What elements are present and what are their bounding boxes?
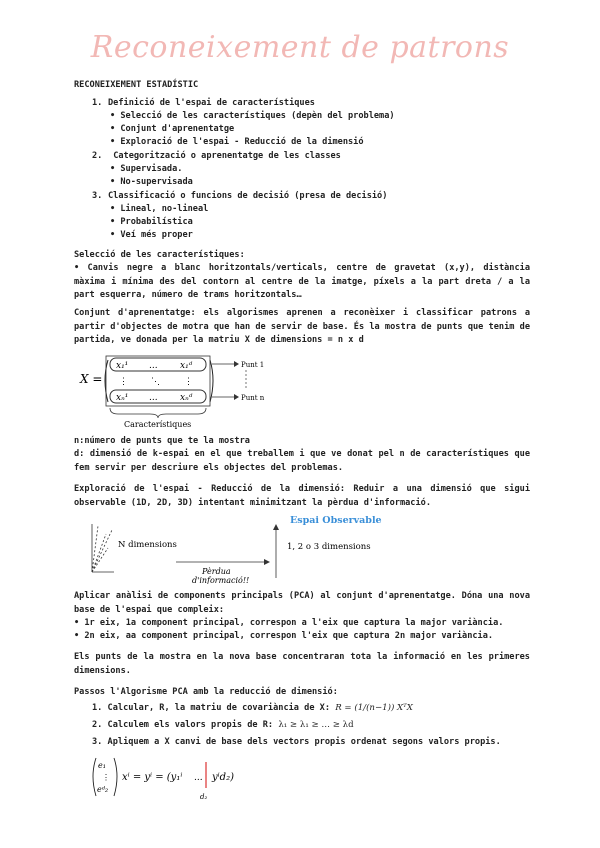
seleccio-body: • Canvis negre a blanc horitzontals/verticals, centre de gravetat (x,y), distància màxima i mínima des del contorn al centre de la imatge, píxels a la part dreta / a la part esquerra, número de trams horitzontals… bbox=[74, 263, 530, 300]
matrix-caption: Característiques bbox=[124, 420, 192, 429]
cell: ... bbox=[149, 393, 158, 403]
matrix-bracket-right bbox=[210, 360, 213, 402]
reduction-diagram bbox=[84, 512, 414, 584]
cell: x₁ᵈ bbox=[180, 361, 193, 371]
punt1-label: Punt 1 bbox=[241, 361, 265, 369]
outline-subitem: • Selecció de les característiques (depèn del problema) bbox=[110, 111, 395, 121]
outline-subitem: • Conjunt d'aprenentatge bbox=[110, 124, 234, 134]
e1: e₁ bbox=[98, 761, 106, 770]
conjunt-body: Conjunt d'aprenentatge: els algorismes aprenen a reconèixer i classificar patrons a partir d'objectes de motra que han de servir de base. És la mostra de punts que tenim de partida, ve donada per la matriu X de dimensions = n x d bbox=[74, 308, 530, 345]
informacio-label: d'informació!! bbox=[192, 576, 250, 584]
outline-subitem: • Exploració de l'espai - Reducció de la dimensió bbox=[110, 137, 364, 147]
dashed-axis bbox=[92, 526, 98, 572]
arrow-head bbox=[264, 559, 270, 565]
brace-bottom bbox=[110, 408, 206, 418]
arrow-head bbox=[234, 361, 239, 367]
puntn-label: Punt n bbox=[241, 394, 265, 402]
projection-formula bbox=[84, 754, 284, 802]
passos-step-3: 3. Apliquem a X canvi de base dels vectors propis ordenat segons valors propis. bbox=[92, 737, 501, 747]
cell: ⋮ bbox=[184, 377, 193, 387]
outline-subitem: • Lineal, no-lineal bbox=[110, 204, 208, 214]
seleccio-title: Selecció de les característiques: bbox=[74, 250, 245, 260]
outline-subitem: • Probabilística bbox=[110, 217, 193, 227]
cell: ... bbox=[149, 361, 158, 371]
espai-observable-title: Espai Observable bbox=[290, 515, 382, 526]
pca-bullet-1: • 1r eix, 1a component principal, correspon a l'eix que captura la major variància. bbox=[74, 618, 504, 628]
exploracio-body: Exploració de l'espai - Reducció de la dimensió: Reduir a una dimensió que sigui observable (1D, 2D, 3D) intentant minimitzant la pèrdua d'informació. bbox=[74, 484, 530, 508]
eigenvalues-formula: λ₁ ≥ λ₁ ≥ … ≥ λd bbox=[278, 720, 354, 730]
mid-dots: ... bbox=[194, 773, 203, 783]
dashed-axis bbox=[92, 534, 106, 572]
passos-step-1: 1. Calcular, R, la matriu de covariància de X: R = (1/(n−1)) XᵀX bbox=[92, 703, 413, 713]
outline-subitem: • Veí més proper bbox=[110, 230, 193, 240]
pca-intro: Aplicar anàlisi de components principals (PCA) al conjunt d'aprenentatge. Dóna una nova base de l'espai que compleix: bbox=[74, 591, 530, 615]
d2-sub: d₂ bbox=[200, 793, 208, 801]
pca-bullet-2: • 2n eix, aa component principal, correspon l'eix que captura 2n major variància. bbox=[74, 631, 494, 641]
observable-dimensions-label: 1, 2 o 3 dimensions bbox=[287, 542, 371, 552]
covariance-formula: R = (1/(n−1)) XᵀX bbox=[335, 703, 413, 713]
cell: x₁¹ bbox=[116, 361, 129, 371]
definition-d: d: dimensió de k-espai en el que treballem i que ve donat pel n de característiques que fem servir per descriure els objectes del problemas. bbox=[74, 449, 530, 473]
paren-right bbox=[114, 758, 117, 796]
yd: yⁱd₂) bbox=[212, 772, 234, 783]
n-dimensions-label: N dimensions bbox=[118, 540, 177, 550]
section-heading: RECONEIXEMENT ESTADÍSTIC bbox=[74, 80, 199, 90]
cell: ⋱ bbox=[151, 377, 160, 387]
matrix-lhs: X = bbox=[80, 372, 103, 386]
cell: ⋮ bbox=[119, 377, 128, 387]
paren-left bbox=[93, 758, 96, 796]
arrow-head bbox=[273, 524, 279, 530]
outline-item-2: 2. Categorització o aprenentatge de les classes bbox=[92, 151, 341, 161]
passos-title: Passos l'Algorisme PCA amb la reducció de dimensió: bbox=[74, 687, 338, 697]
matrix-figure bbox=[74, 352, 314, 432]
definition-n: n:número de punts que te la mostra bbox=[74, 436, 250, 446]
page-title: Reconeixement de patrons bbox=[90, 30, 510, 65]
outline-item-1: 1. Definició de l'espai de característiques bbox=[92, 98, 315, 108]
outline-item-3: 3. Classificació o funcions de decisió (presa de decisió) bbox=[92, 191, 388, 201]
cell: xₙᵈ bbox=[180, 393, 193, 403]
cell: xₙ¹ bbox=[116, 393, 129, 403]
vdots: ⋮ bbox=[102, 773, 110, 782]
xi-eq: xⁱ = yⁱ = (y₁ⁱ bbox=[122, 772, 183, 783]
arrow-head bbox=[234, 394, 239, 400]
passos-step-2: 2. Calculem els valors propis de R: λ₁ ≥ λ₁ ≥ … ≥ λd bbox=[92, 720, 354, 730]
pca-conclusion: Els punts de la mostra en la nova base concentraran tota la informació en les primeres dimensions. bbox=[74, 652, 530, 676]
ed: eᵈ₂ bbox=[97, 785, 109, 794]
outline-subitem: • Supervisada. bbox=[110, 164, 182, 174]
perdua-label: Pèrdua bbox=[202, 567, 231, 576]
outline-subitem: • No-supervisada bbox=[110, 177, 193, 187]
matrix-bracket-left bbox=[105, 360, 108, 402]
